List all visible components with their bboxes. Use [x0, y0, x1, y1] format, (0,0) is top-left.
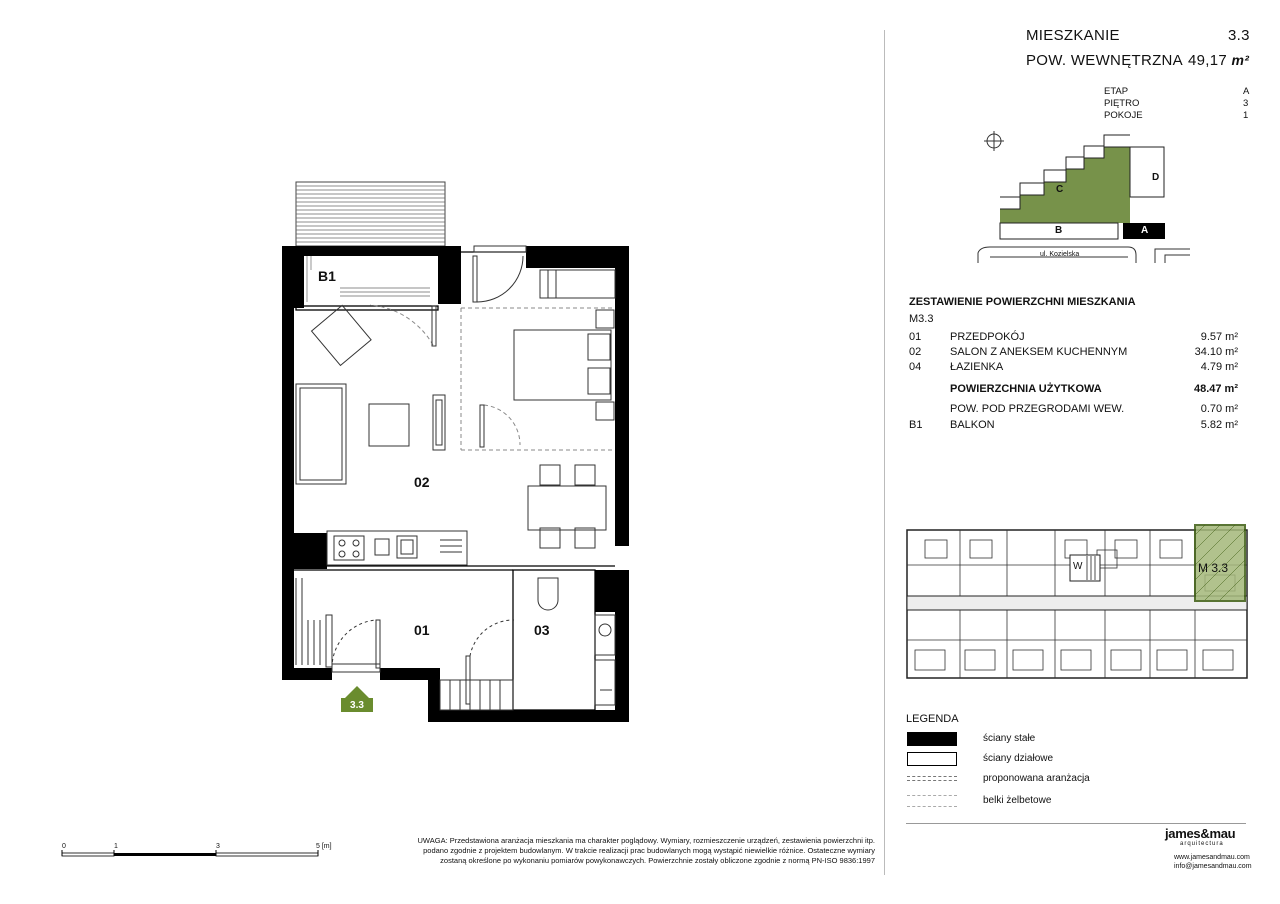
- panel-divider: [884, 30, 885, 875]
- balcony-label: B1: [318, 268, 336, 284]
- brand-email: info@jamesandmau.com: [1174, 863, 1252, 870]
- usable-area-label: POWIERZCHNIA UŻYTKOWA: [950, 383, 1102, 395]
- summary-subtitle: M3.3: [909, 313, 934, 325]
- info-etap-label: ETAP: [1104, 86, 1129, 97]
- legend-divider: [906, 823, 1246, 824]
- summary-row-code: 01: [909, 331, 922, 343]
- legend-swatch-dashed: [907, 780, 957, 781]
- apartment-title: MIESZKANIE: [1026, 27, 1120, 44]
- summary-row-area: 9.57 m²: [1200, 331, 1238, 343]
- proposed-arrangement: [370, 305, 615, 450]
- site-plan: [960, 125, 1200, 270]
- legend-swatch-beam: [907, 806, 957, 807]
- legend-title: LEGENDA: [906, 713, 959, 725]
- legend-swatch-outline: [907, 752, 957, 766]
- info-pokoje-value: 1: [1243, 110, 1249, 121]
- summary-row-name: PRZEDPOKÓJ: [950, 331, 1025, 343]
- summary-row-area: 34.10 m²: [1194, 346, 1238, 358]
- room-02-label: 02: [414, 474, 430, 490]
- area-value: 49,17 m²: [1188, 52, 1250, 69]
- legend-item: ściany działowe: [983, 753, 1054, 764]
- room-03-label: 03: [534, 622, 550, 638]
- balcony-code: B1: [909, 419, 923, 431]
- site-label-a: A: [1141, 225, 1149, 236]
- balcony-name: BALKON: [950, 419, 995, 431]
- scale-tick-label: 1: [114, 843, 118, 850]
- entrance-badge-label: 3.3: [350, 700, 364, 711]
- legend-swatch-beam: [907, 795, 957, 796]
- summary-title: ZESTAWIENIE POWIERZCHNI MIESZKANIA: [909, 296, 1136, 308]
- site-label-d: D: [1152, 172, 1160, 183]
- info-pietro-label: PIĘTRO: [1104, 98, 1140, 109]
- scale-bar: [60, 842, 340, 862]
- summary-row-code: 02: [909, 346, 922, 358]
- room-01-label: 01: [414, 622, 430, 638]
- key-plan: [905, 520, 1250, 680]
- street-label: ul. Kozielska: [1040, 251, 1080, 258]
- apartment-number: 3.3: [1228, 27, 1250, 44]
- legend-item: ściany stałe: [983, 733, 1036, 744]
- legend-swatch-solid: [907, 732, 957, 746]
- info-etap-value: A: [1243, 86, 1250, 97]
- brand-web: www.jamesandmau.com: [1174, 854, 1250, 861]
- key-plan-stair-label: W: [1073, 561, 1083, 572]
- balcony-area: 5.82 m²: [1200, 419, 1238, 431]
- partition-area-value: 0.70 m²: [1200, 403, 1238, 415]
- legend-item: belki żelbetowe: [983, 795, 1052, 806]
- site-label-c: C: [1056, 184, 1064, 195]
- partition-area-label: POW. POD PRZEGRODAMI WEW.: [950, 403, 1125, 415]
- usable-area-value: 48.47 m²: [1193, 383, 1238, 395]
- compass-icon: [984, 131, 1004, 151]
- brand-sub: arquitectura: [1180, 841, 1224, 847]
- info-pokoje-label: POKOJE: [1104, 110, 1143, 121]
- summary-row-name: SALON Z ANEKSEM KUCHENNYM: [950, 346, 1128, 358]
- site-label-b: B: [1055, 225, 1063, 236]
- legend-swatch-dashed: [907, 776, 957, 777]
- info-pietro-value: 3: [1243, 98, 1249, 109]
- scale-tick-label: 5 [m]: [316, 843, 332, 850]
- brand-logo: james&mau: [1165, 826, 1236, 841]
- legend-item: proponowana aranżacja: [983, 773, 1090, 784]
- scale-tick-label: 0: [62, 843, 66, 850]
- summary-row-code: 04: [909, 361, 922, 373]
- partition-walls: [294, 252, 615, 710]
- balcony-deck: [296, 182, 445, 302]
- furniture: [296, 270, 615, 710]
- summary-row-name: ŁAZIENKA: [950, 361, 1004, 373]
- disclaimer: UWAGA: Przedstawiona aranżacja mieszkania ma charakter poglądowy. Wymiary, rozmieszczenie urządzeń, zestawienia powierzchni itp. podano zgodnie z projektem budowlanym. W trakcie realizacji prac budowlanych mogą wystąpić niewielkie różnice. Ostateczne wymiary zostaną określone po wykonaniu pomiarów powykonawczych. Powierzchnie zostały obliczone zgodnie z normą PN-ISO 9836:1997: [417, 836, 875, 865]
- scale-tick-label: 3: [216, 843, 220, 850]
- area-label: POW. WEWNĘTRZNA: [1026, 52, 1183, 69]
- summary-row-area: 4.79 m²: [1200, 361, 1238, 373]
- key-plan-highlight-label: M 3.3: [1198, 561, 1229, 575]
- area-unit: m²: [1231, 52, 1250, 68]
